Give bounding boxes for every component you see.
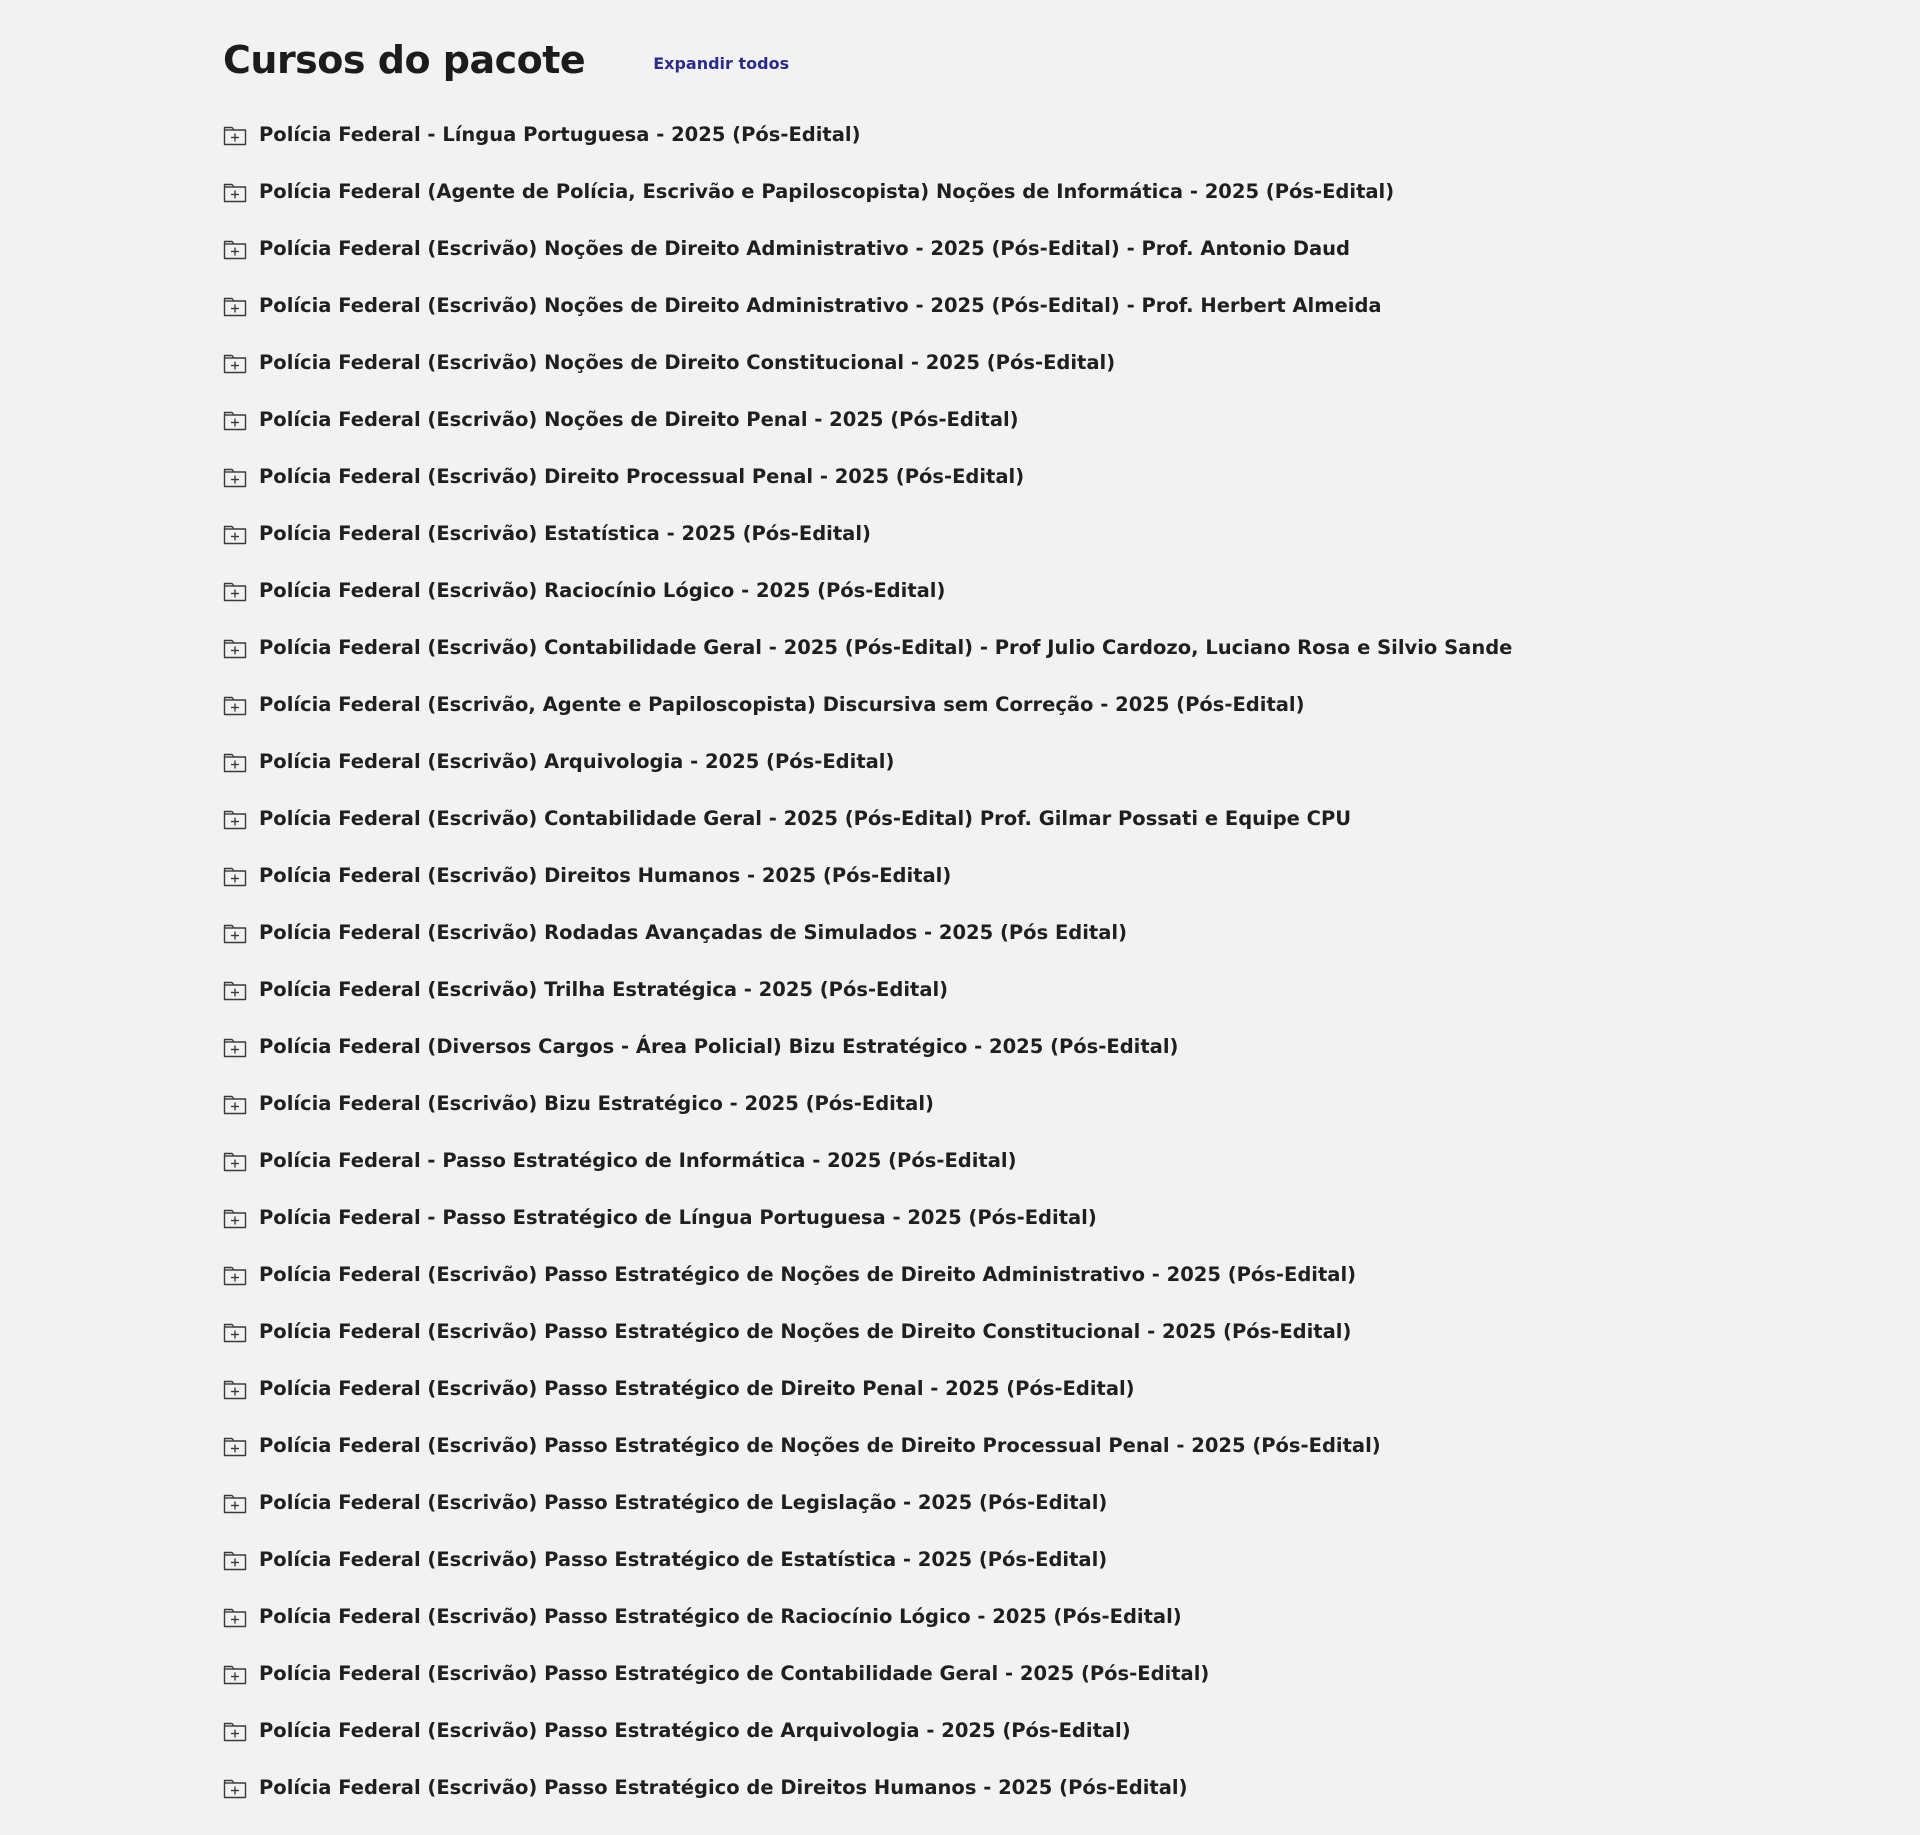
- course-item[interactable]: [223, 904, 1723, 961]
- course-label: Polícia Federal (Escrivão) Contabilidade Geral - 2025 (Pós-Edital) - Prof Julio Cardozo, Luciano Rosa e Silvio Sande: [259, 636, 1513, 659]
- course-item[interactable]: [223, 1759, 1723, 1816]
- folder-plus-icon[interactable]: [223, 1207, 247, 1229]
- course-label: Polícia Federal (Escrivão) Rodadas Avançadas de Simulados - 2025 (Pós Edital): [259, 921, 1127, 944]
- course-item[interactable]: [223, 1588, 1723, 1645]
- folder-plus-icon[interactable]: [223, 1378, 247, 1400]
- course-label: Polícia Federal (Escrivão) Direitos Humanos - 2025 (Pós-Edital): [259, 864, 952, 887]
- folder-plus-icon[interactable]: [223, 238, 247, 260]
- course-item[interactable]: [223, 1702, 1723, 1759]
- folder-plus-icon[interactable]: [223, 1663, 247, 1685]
- course-list: [223, 106, 1723, 1816]
- course-item[interactable]: [223, 847, 1723, 904]
- course-label: Polícia Federal - Passo Estratégico de Informática - 2025 (Pós-Edital): [259, 1149, 1017, 1172]
- course-label: Polícia Federal (Diversos Cargos - Área Policial) Bizu Estratégico - 2025 (Pós-Edital): [259, 1035, 1179, 1058]
- course-item[interactable]: [223, 163, 1723, 220]
- course-item[interactable]: [223, 220, 1723, 277]
- course-label: Polícia Federal - Passo Estratégico de Língua Portuguesa - 2025 (Pós-Edital): [259, 1206, 1097, 1229]
- course-item[interactable]: [223, 733, 1723, 790]
- course-label: Polícia Federal (Escrivão) Passo Estratégico de Estatística - 2025 (Pós-Edital): [259, 1548, 1108, 1571]
- course-label: Polícia Federal (Escrivão) Passo Estratégico de Direitos Humanos - 2025 (Pós-Edital): [259, 1776, 1188, 1799]
- course-item[interactable]: [223, 619, 1723, 676]
- course-item[interactable]: [223, 1531, 1723, 1588]
- folder-plus-icon[interactable]: [223, 1321, 247, 1343]
- section-header: [223, 34, 1723, 86]
- folder-plus-icon[interactable]: [223, 466, 247, 488]
- course-label: Polícia Federal (Escrivão) Passo Estratégico de Raciocínio Lógico - 2025 (Pós-Edital): [259, 1605, 1182, 1628]
- course-label: Polícia Federal (Escrivão) Arquivologia - 2025 (Pós-Edital): [259, 750, 895, 773]
- course-label: Polícia Federal (Escrivão) Noções de Direito Administrativo - 2025 (Pós-Edital) - Prof. Antonio Daud: [259, 237, 1351, 260]
- folder-plus-icon[interactable]: [223, 979, 247, 1001]
- course-item[interactable]: [223, 106, 1723, 163]
- course-label: Polícia Federal (Escrivão) Passo Estratégico de Noções de Direito Processual Penal - 2025 (Pós-Edital): [259, 1434, 1381, 1457]
- course-label: Polícia Federal (Escrivão) Passo Estratégico de Noções de Direito Administrativo - 2025 (Pós-Edital): [259, 1263, 1357, 1286]
- folder-plus-icon[interactable]: [223, 1492, 247, 1514]
- course-label: Polícia Federal (Escrivão) Raciocínio Lógico - 2025 (Pós-Edital): [259, 579, 946, 602]
- course-item[interactable]: [223, 1075, 1723, 1132]
- folder-plus-icon[interactable]: [223, 694, 247, 716]
- course-label: Polícia Federal (Escrivão) Contabilidade Geral - 2025 (Pós-Edital) Prof. Gilmar Possati e Equipe CPU: [259, 807, 1352, 830]
- folder-plus-icon[interactable]: [223, 409, 247, 431]
- course-item[interactable]: [223, 1417, 1723, 1474]
- page-title: Cursos do pacote: [223, 38, 586, 82]
- course-item[interactable]: [223, 1132, 1723, 1189]
- course-item[interactable]: [223, 1645, 1723, 1702]
- course-label: Polícia Federal (Escrivão) Trilha Estratégica - 2025 (Pós-Edital): [259, 978, 949, 1001]
- course-label: Polícia Federal (Escrivão) Noções de Direito Penal - 2025 (Pós-Edital): [259, 408, 1019, 431]
- course-item[interactable]: [223, 277, 1723, 334]
- course-label: Polícia Federal (Escrivão) Passo Estratégico de Noções de Direito Constitucional - 2025 (Pós-Edital): [259, 1320, 1352, 1343]
- course-item[interactable]: [223, 448, 1723, 505]
- course-label: Polícia Federal (Escrivão) Passo Estratégico de Contabilidade Geral - 2025 (Pós-Edital): [259, 1662, 1210, 1685]
- course-label: Polícia Federal (Escrivão) Bizu Estratégico - 2025 (Pós-Edital): [259, 1092, 934, 1115]
- course-label: Polícia Federal (Agente de Polícia, Escrivão e Papiloscopista) Noções de Informática - 2025 (Pós-Edital): [259, 180, 1395, 203]
- folder-plus-icon[interactable]: [223, 580, 247, 602]
- folder-plus-icon[interactable]: [223, 1606, 247, 1628]
- folder-plus-icon[interactable]: [223, 352, 247, 374]
- folder-plus-icon[interactable]: [223, 1264, 247, 1286]
- folder-plus-icon[interactable]: [223, 1777, 247, 1799]
- course-label: Polícia Federal (Escrivão) Estatística - 2025 (Pós-Edital): [259, 522, 871, 545]
- course-item[interactable]: [223, 562, 1723, 619]
- course-label: Polícia Federal (Escrivão) Noções de Direito Constitucional - 2025 (Pós-Edital): [259, 351, 1116, 374]
- folder-plus-icon[interactable]: [223, 124, 247, 146]
- courses-section: [223, 34, 1723, 1816]
- course-label: Polícia Federal (Escrivão) Passo Estratégico de Legislação - 2025 (Pós-Edital): [259, 1491, 1108, 1514]
- folder-plus-icon[interactable]: [223, 181, 247, 203]
- course-item[interactable]: [223, 1246, 1723, 1303]
- folder-plus-icon[interactable]: [223, 922, 247, 944]
- folder-plus-icon[interactable]: [223, 1093, 247, 1115]
- expand-all-link[interactable]: Expandir todos: [653, 53, 790, 73]
- course-item[interactable]: [223, 1474, 1723, 1531]
- course-item[interactable]: [223, 1360, 1723, 1417]
- course-item[interactable]: [223, 334, 1723, 391]
- course-label: Polícia Federal - Língua Portuguesa - 2025 (Pós-Edital): [259, 123, 861, 146]
- course-item[interactable]: [223, 505, 1723, 562]
- folder-plus-icon[interactable]: [223, 1150, 247, 1172]
- folder-plus-icon[interactable]: [223, 1036, 247, 1058]
- course-item[interactable]: [223, 391, 1723, 448]
- course-label: Polícia Federal (Escrivão) Noções de Direito Administrativo - 2025 (Pós-Edital) - Prof. Herbert Almeida: [259, 294, 1382, 317]
- folder-plus-icon[interactable]: [223, 1435, 247, 1457]
- course-label: Polícia Federal (Escrivão) Passo Estratégico de Arquivologia - 2025 (Pós-Edital): [259, 1719, 1131, 1742]
- course-item[interactable]: [223, 676, 1723, 733]
- folder-plus-icon[interactable]: [223, 295, 247, 317]
- course-item[interactable]: [223, 1018, 1723, 1075]
- course-item[interactable]: [223, 1189, 1723, 1246]
- course-item[interactable]: [223, 790, 1723, 847]
- folder-plus-icon[interactable]: [223, 1720, 247, 1742]
- folder-plus-icon[interactable]: [223, 808, 247, 830]
- folder-plus-icon[interactable]: [223, 865, 247, 887]
- folder-plus-icon[interactable]: [223, 1549, 247, 1571]
- course-label: Polícia Federal (Escrivão) Passo Estratégico de Direito Penal - 2025 (Pós-Edital): [259, 1377, 1135, 1400]
- course-item[interactable]: [223, 961, 1723, 1018]
- folder-plus-icon[interactable]: [223, 523, 247, 545]
- folder-plus-icon[interactable]: [223, 751, 247, 773]
- course-label: Polícia Federal (Escrivão) Direito Processual Penal - 2025 (Pós-Edital): [259, 465, 1025, 488]
- course-item[interactable]: [223, 1303, 1723, 1360]
- course-label: Polícia Federal (Escrivão, Agente e Papiloscopista) Discursiva sem Correção - 2025 (Pós-Edital): [259, 693, 1305, 716]
- folder-plus-icon[interactable]: [223, 637, 247, 659]
